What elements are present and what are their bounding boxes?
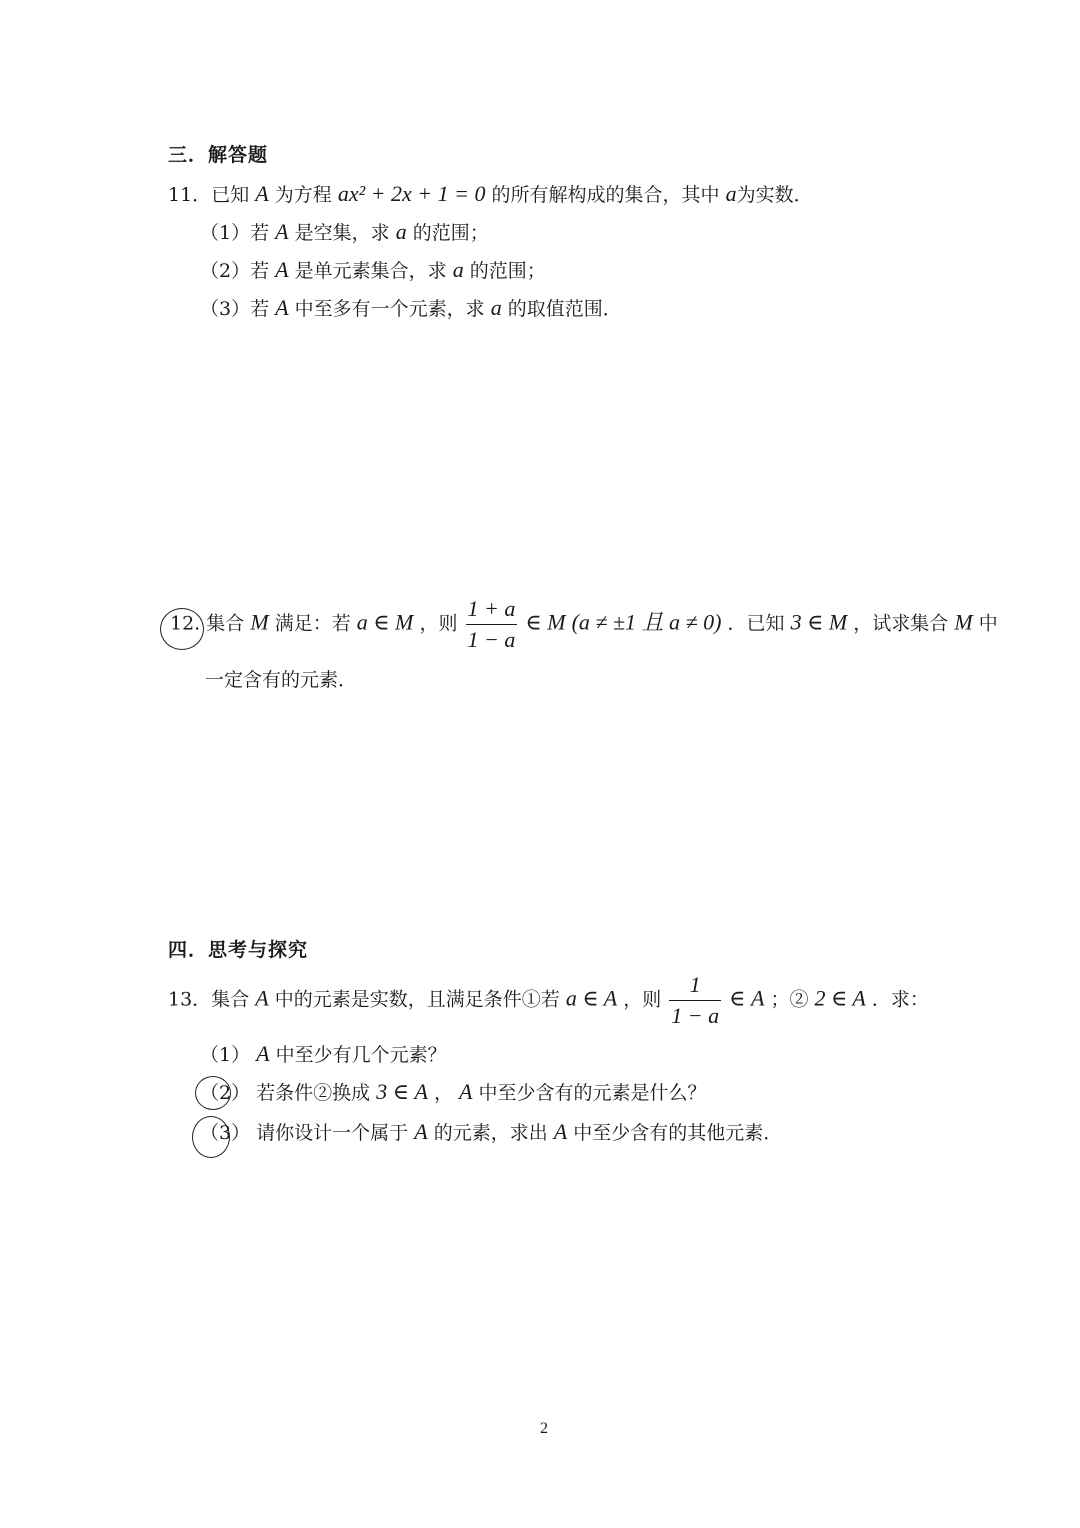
text: ，试求集合 [853,612,949,635]
var: A [275,219,289,244]
fraction [466,594,518,655]
equation: ax² + 2x + 1 = 0 [337,181,486,206]
membership: ∈ M [525,609,566,635]
text: 的范围； [469,260,546,282]
part-label: （3）若 [200,298,270,320]
question-number: 11． [168,184,212,206]
text: ．求： [871,988,929,1011]
question-11-part-3 [200,294,622,323]
text: 为方程 [274,184,332,206]
text: 中至少有几个元素？ [275,1044,447,1066]
text: 集合 [206,612,245,635]
text: 若条件②换成 [256,1082,371,1104]
text: 满足：若 [274,612,351,635]
text: 中的元素是实数，且满足条件①若 [274,988,560,1011]
text: ，则 [623,988,662,1011]
page-number: 2 [540,1420,548,1437]
text: 的所有解构成的集合，其中 [491,184,720,206]
given: 3 ∈ M [790,609,848,635]
part-label: （1）若 [200,222,270,244]
text: 中 [978,612,998,635]
text: ．已知 [727,612,785,635]
part-label: （3） [200,1122,251,1144]
var: A [275,295,289,320]
text: 中至少含有的元素是什么？ [478,1082,707,1104]
fraction-numerator: 1 [689,972,701,997]
var: A [275,257,289,282]
var-M: M [250,609,269,635]
condition: 2 ∈ A [814,985,866,1011]
question-12-stem [170,594,998,655]
var-a: a [725,181,737,206]
question-11-part-1 [200,218,489,247]
var: a [395,219,407,244]
part-label: （2）若 [200,260,270,282]
section-title-4: 四．思考与探究 [168,939,309,961]
fraction [669,970,721,1031]
text: 的取值范围． [507,298,622,320]
text: 的元素，求出 [433,1122,548,1144]
var: A [459,1079,473,1104]
text: ， [433,1082,453,1104]
var-M: M [954,609,973,635]
fraction-denominator: 1 − a [669,1000,721,1031]
question-12-line-2: 一定含有的元素． [205,669,358,691]
var: A [414,1119,428,1144]
text: 是空集，求 [294,222,390,244]
question-11-part-2 [200,256,546,285]
condition: a ∈ M [356,609,414,635]
var-A: A [255,181,269,206]
question-number: 13． [168,988,212,1011]
fraction-denominator: 1 − a [466,624,518,655]
var: a [452,257,464,282]
text: ；② [770,988,809,1011]
var: A [553,1119,568,1144]
text: 的范围； [412,222,489,244]
text: 中至少含有的其他元素． [573,1122,783,1144]
fraction-numerator: 1 + a [467,596,516,621]
text: 中至多有一个元素，求 [294,298,485,320]
membership: ∈ A [729,985,765,1011]
constraint: (a ≠ ±1 且 a ≠ 0) [571,609,722,635]
question-13-part-2 [200,1078,707,1107]
condition: 3 ∈ A [376,1079,428,1104]
var-A: A [255,985,269,1011]
text: 已知 [211,184,250,206]
condition: a ∈ A [565,985,618,1011]
question-13-part-3 [200,1118,782,1147]
question-11-stem [168,180,813,209]
part-label: （1） [200,1044,251,1066]
text: 是单元素集合，求 [294,260,447,282]
question-13-stem [168,970,929,1031]
var: a [490,295,502,320]
text: 集合 [211,988,250,1011]
var: A [256,1041,270,1066]
part-label: （2） [200,1082,251,1104]
question-13-part-1 [200,1040,447,1069]
text: 请你设计一个属于 [256,1122,409,1144]
section-title-3: 三．解答题 [168,144,269,166]
text: ，则 [419,612,458,635]
text: 为实数． [736,184,813,206]
question-number: 12. [170,612,201,635]
